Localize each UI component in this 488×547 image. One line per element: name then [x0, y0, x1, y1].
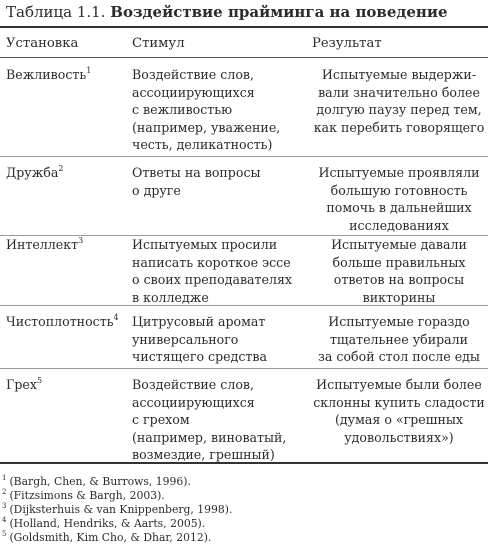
- row-result: Испытуемые гораздо тщательнее убирали за собой стол после еды: [318, 314, 480, 365]
- footnote-text: (Goldsmith, Kim Cho, & Dhar, 2012).: [9, 531, 212, 544]
- row-setting: [6, 236, 122, 254]
- row-stimulus: Испытуемых просили написать короткое эссе о своих преподавателях в колледже: [132, 237, 293, 305]
- row-setting: [6, 66, 122, 84]
- row-result: Испытуемые давали больше правильных ответов на вопросы викторины: [331, 237, 467, 305]
- footnote-text: (Holland, Hendriks, & Aarts, 2005).: [9, 517, 206, 530]
- table-title: Воздействие прайминга на поведение: [110, 3, 448, 21]
- row-setting: [6, 313, 122, 331]
- row-result: Испытуемые были более склонны купить сладости (думая о «грешных удовольствиях»): [313, 377, 485, 445]
- footnote-mark: 2: [2, 488, 7, 496]
- footnote-ref: 2: [58, 164, 64, 173]
- row-divider: [0, 156, 488, 157]
- table-number: Таблица 1.1.: [6, 3, 106, 21]
- row-divider: [0, 368, 488, 369]
- row-divider: [0, 305, 488, 306]
- footnote-text: (Dijksterhuis & van Knippenberg, 1998).: [9, 503, 233, 516]
- footnote-mark: 5: [2, 530, 7, 538]
- footnote-ref: 4: [113, 313, 119, 322]
- table-bottom-rule: [0, 462, 488, 464]
- footnote-ref: 1: [86, 66, 92, 75]
- table-caption: [6, 2, 486, 22]
- row-stimulus: Воздействие слов, ассоциирующихся с вежливостью (например, уважение, честь, деликатность): [132, 67, 281, 153]
- footnote-mark: 1: [2, 474, 7, 482]
- table-top-rule: [0, 26, 488, 28]
- footnote-mark: 4: [2, 516, 7, 524]
- footnote-text: (Fitzsimons & Bargh, 2003).: [9, 489, 165, 502]
- footnote: [2, 530, 211, 546]
- row-result: Испытуемые проявляли большую готовность помочь в дальнейших исследованиях: [318, 165, 480, 233]
- row-result: Испытуемые выдержи- вали значительно более долгую паузу перед тем, как перебить говорящего: [313, 67, 485, 135]
- header-result: Результат: [312, 36, 382, 51]
- setting-label: Дружба: [6, 165, 59, 180]
- footnote-text: (Bargh, Chen, & Burrows, 1996).: [9, 475, 191, 488]
- footnote-mark: 3: [2, 502, 7, 510]
- row-stimulus: Ответы на вопросы о друге: [132, 165, 261, 198]
- setting-label: Вежливость: [6, 67, 87, 82]
- setting-label: Чистоплотность: [6, 314, 114, 329]
- row-stimulus: Цитрусовый аромат универсального чистящего средства: [132, 314, 267, 365]
- row-setting: [6, 376, 122, 394]
- header-setting: Установка: [6, 36, 79, 51]
- setting-label: Интеллект: [6, 237, 79, 252]
- header-stimulus: Стимул: [132, 36, 185, 51]
- setting-label: Грех: [6, 377, 37, 392]
- header-rule: [0, 57, 488, 58]
- footnote-ref: 5: [36, 376, 43, 385]
- row-stimulus: Воздействие слов, ассоциирующихся с грехом (например, виноватый, возмездие, грешный): [132, 377, 287, 463]
- footnote-ref: 3: [78, 236, 84, 245]
- row-setting: [6, 164, 122, 182]
